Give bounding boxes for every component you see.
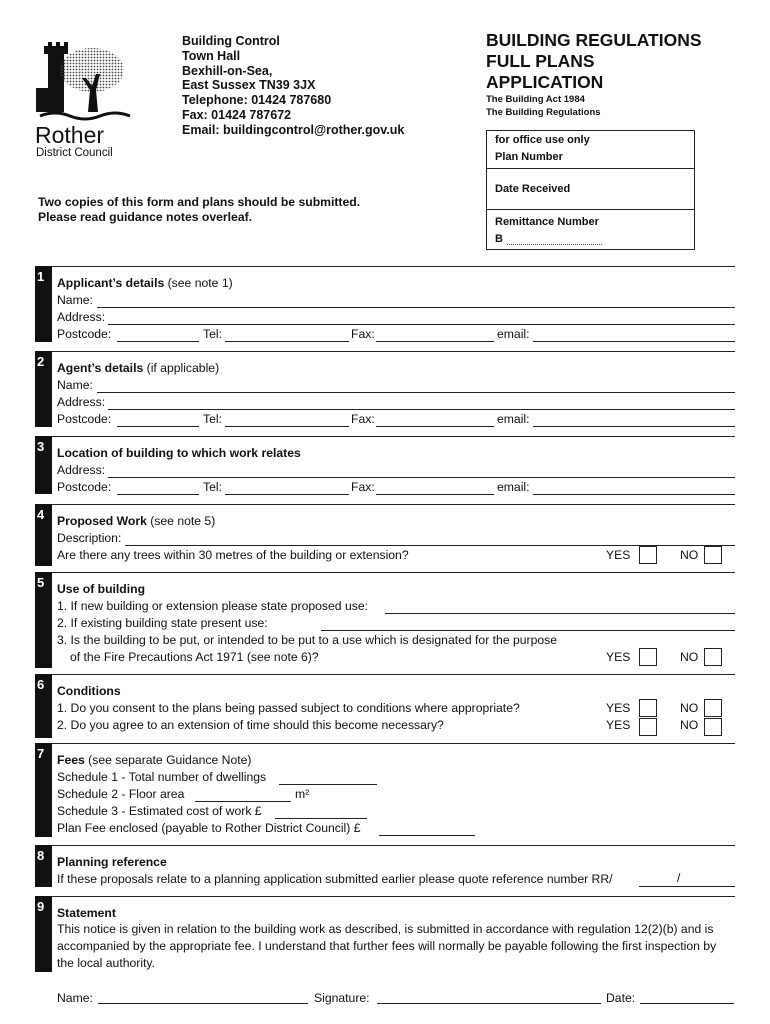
trees-yes-checkbox[interactable] [639, 546, 657, 564]
yes-label: YES [606, 548, 631, 562]
address-line: Bexhill-on-Sea, [182, 63, 273, 78]
fax-label: Fax: [351, 327, 375, 341]
agent-tel-field[interactable] [225, 426, 349, 427]
section-title: Applicant’s details (see note 1) [57, 276, 233, 290]
email: Email: buildingcontrol@rother.gov.uk [182, 122, 405, 137]
location-postcode-field[interactable] [117, 494, 199, 495]
present-use-question: 2. If existing building state present use: [57, 616, 268, 630]
yes-label: YES [606, 650, 631, 664]
address-label: Address: [57, 395, 106, 409]
fax: Fax: 01424 787672 [182, 107, 292, 122]
instruction-line: Two copies of this form and plans should be submitted. [38, 195, 361, 209]
floor-area-unit: m² [295, 787, 310, 801]
agent-name-field[interactable] [97, 392, 735, 393]
section-planning-reference [35, 845, 735, 889]
applicant-email-field[interactable] [533, 341, 735, 342]
fire-yes-checkbox[interactable] [639, 648, 657, 666]
applicant-fax-field[interactable] [376, 341, 494, 342]
section-title: Fees (see separate Guidance Note) [57, 753, 252, 767]
section-agent [35, 351, 735, 431]
address-label: Address: [57, 310, 106, 324]
section-number: 7 [37, 746, 45, 761]
location-fax-field[interactable] [376, 494, 494, 495]
subtitle-line: The Building Regulations [486, 106, 601, 118]
extension-question: 2. Do you agree to an extension of time should this become necessary? [57, 718, 444, 732]
title-line: FULL PLANS [486, 51, 595, 71]
section-title: Planning reference [57, 855, 167, 869]
trees-question: Are there any trees within 30 metres of the building or extension? [57, 548, 409, 562]
remittance-field[interactable] [507, 244, 602, 245]
location-tel-field[interactable] [225, 494, 349, 495]
title-line: APPLICATION [486, 72, 604, 92]
location-email-field[interactable] [533, 494, 735, 495]
council-logo [30, 32, 150, 157]
conditions-no-checkbox[interactable] [704, 699, 722, 717]
proposed-use-field[interactable] [385, 613, 735, 614]
plan-fee-field[interactable] [379, 835, 475, 836]
extension-no-checkbox[interactable] [704, 718, 722, 736]
form-title [486, 30, 702, 93]
tel-label: Tel: [203, 327, 222, 341]
signatory-name-label: Name: [57, 991, 93, 1005]
postcode-label: Postcode: [57, 327, 112, 341]
council-subtitle: District Council [36, 147, 113, 159]
section-statement [35, 896, 735, 974]
address-line: Town Hall [182, 48, 241, 63]
applicant-postcode-field[interactable] [117, 341, 199, 342]
agent-fax-field[interactable] [376, 426, 494, 427]
office-heading: for office use only [495, 134, 590, 146]
section-number: 8 [37, 848, 45, 863]
fax-label: Fax: [351, 480, 375, 494]
date-received-label: Date Received [495, 183, 571, 195]
section-fees [35, 743, 735, 839]
yes-label: YES [606, 701, 631, 715]
fire-precautions-question-cont: of the Fire Precautions Act 1971 (see note 6)? [70, 650, 319, 664]
plan-number-label: Plan Number [495, 151, 563, 163]
plan-fee-label: Plan Fee enclosed (payable to Rother District Council) £ [57, 821, 361, 835]
section-number: 2 [37, 354, 45, 369]
planning-ref-label: If these proposals relate to a planning application submitted earlier please quote reference number RR/ [57, 872, 613, 886]
schedule-1-label: Schedule 1 - Total number of dwellings [57, 770, 267, 784]
conditions-question: 1. Do you consent to the plans being passed subject to conditions where appropriate? [57, 701, 520, 715]
section-proposed-work [35, 504, 735, 568]
no-label: NO [680, 548, 699, 562]
section-number: 3 [37, 439, 45, 454]
floor-area-field[interactable] [195, 801, 291, 802]
fire-no-checkbox[interactable] [704, 648, 722, 666]
signature-field[interactable] [377, 1003, 601, 1004]
subtitle-line: The Building Act 1984 [486, 94, 585, 105]
no-label: NO [680, 718, 699, 732]
conditions-yes-checkbox[interactable] [639, 699, 657, 717]
council-name: Rother [35, 122, 105, 148]
planning-ref-slash: / [677, 871, 681, 885]
postcode-label: Postcode: [57, 412, 112, 426]
section-use-of-building [35, 572, 735, 670]
tel-label: Tel: [203, 412, 222, 426]
address-line: East Sussex TN39 3JX [182, 78, 316, 93]
section-location [35, 436, 735, 498]
name-label: Name: [57, 378, 93, 392]
extension-yes-checkbox[interactable] [639, 718, 657, 736]
applicant-name-field[interactable] [97, 307, 735, 308]
fire-precautions-question: 3. Is the building to be put, or intended to be put to a use which is designated for the purpose [57, 633, 558, 647]
section-title: Location of building to which work relates [57, 446, 301, 460]
applicant-tel-field[interactable] [225, 341, 349, 342]
no-label: NO [680, 701, 699, 715]
date-label: Date: [606, 991, 636, 1005]
date-field[interactable] [640, 1003, 734, 1004]
section-number: 9 [37, 899, 45, 914]
section-number: 1 [37, 269, 45, 284]
tel-label: Tel: [203, 480, 222, 494]
section-title: Conditions [57, 684, 121, 698]
agent-postcode-field[interactable] [117, 426, 199, 427]
section-applicant [35, 266, 735, 346]
section-number: 6 [37, 677, 45, 692]
email-label: email: [497, 327, 530, 341]
council-address [182, 34, 404, 138]
cost-of-work-field[interactable] [275, 818, 367, 819]
agent-address-field[interactable] [108, 409, 735, 410]
location-address-field[interactable] [108, 477, 735, 478]
office-use-box [486, 130, 695, 250]
agent-email-field[interactable] [533, 426, 735, 427]
address-label: Address: [57, 463, 106, 477]
section-number: 5 [37, 575, 45, 590]
postcode-label: Postcode: [57, 480, 112, 494]
description-label: Description: [57, 531, 122, 545]
trees-no-checkbox[interactable] [704, 546, 722, 564]
planning-ref-field[interactable] [639, 886, 735, 887]
no-label: NO [680, 650, 699, 664]
title-line: BUILDING REGULATIONS [486, 30, 702, 50]
email-label: email: [497, 412, 530, 426]
instruction-line: Please read guidance notes overleaf. [38, 209, 253, 224]
castle-tree-emblem-icon [30, 32, 150, 122]
email-label: email: [497, 480, 530, 494]
present-use-field[interactable] [321, 630, 735, 631]
applicant-address-field[interactable] [108, 324, 735, 325]
proposed-use-question: 1. If new building or extension please state proposed use: [57, 599, 368, 613]
name-label: Name: [57, 293, 93, 307]
dwellings-field[interactable] [279, 784, 377, 785]
telephone: Telephone: 01424 787680 [182, 93, 332, 108]
instructions [38, 195, 360, 224]
fax-label: Fax: [351, 412, 375, 426]
remittance-label: Remittance Number [495, 216, 599, 228]
address-line: Building Control [182, 34, 280, 48]
section-title: Agent’s details (if applicable) [57, 361, 220, 375]
signatory-name-field[interactable] [98, 1003, 308, 1004]
b-prefix: B [495, 233, 503, 245]
signature-label: Signature: [314, 991, 370, 1005]
section-title: Statement [57, 906, 116, 920]
section-conditions [35, 674, 735, 740]
yes-label: YES [606, 718, 631, 732]
section-title: Use of building [57, 582, 146, 596]
form-subtitle [486, 94, 601, 119]
statement-text: This notice is given in relation to the building work as described, is submitted in accordance with regulation 12(2)(b) and is accompanied by the appropriate fee. I understand that further fees will normally be payable following the first inspection by the local authority. [57, 922, 717, 970]
schedule-3-label: Schedule 3 - Estimated cost of work £ [57, 804, 262, 818]
schedule-2-label: Schedule 2 - Floor area [57, 787, 185, 801]
section-title: Proposed Work (see note 5) [57, 514, 216, 528]
section-number: 4 [37, 507, 45, 522]
